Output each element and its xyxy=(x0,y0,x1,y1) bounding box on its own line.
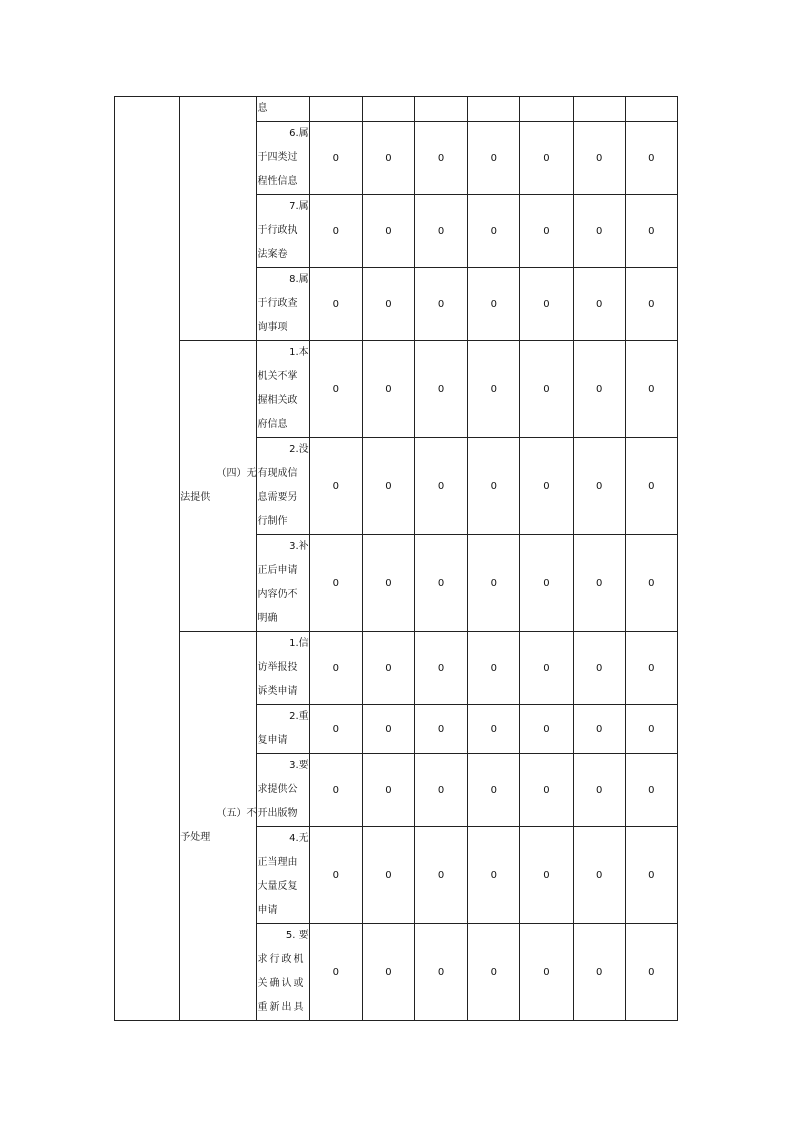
value-cell: 0 xyxy=(625,195,677,268)
row-label: 息 xyxy=(257,97,309,122)
value-cell: 0 xyxy=(415,535,468,632)
value-cell: 0 xyxy=(573,122,625,195)
value-cell: 0 xyxy=(573,632,625,705)
value-cell xyxy=(520,97,573,122)
value-cell: 0 xyxy=(309,754,362,827)
value-cell: 0 xyxy=(309,632,362,705)
row-label: 8.属 于行政查 询事项 xyxy=(257,268,309,341)
category-cell-unable-to-provide: （四）无 法提供 xyxy=(180,341,257,632)
value-cell xyxy=(468,97,520,122)
value-cell: 0 xyxy=(415,268,468,341)
category-cell-continued xyxy=(180,97,257,341)
value-cell: 0 xyxy=(625,268,677,341)
value-cell: 0 xyxy=(309,827,362,924)
value-cell xyxy=(415,97,468,122)
value-cell: 0 xyxy=(415,705,468,754)
value-cell: 0 xyxy=(309,924,362,1021)
value-cell: 0 xyxy=(468,195,520,268)
value-cell: 0 xyxy=(362,827,414,924)
table-row xyxy=(115,632,678,705)
value-cell: 0 xyxy=(362,705,414,754)
value-cell: 0 xyxy=(520,122,573,195)
value-cell: 0 xyxy=(573,268,625,341)
row-label: 3.补 正后申请 内容仍不 明确 xyxy=(257,535,309,632)
value-cell: 0 xyxy=(625,924,677,1021)
value-cell: 0 xyxy=(573,705,625,754)
value-cell: 0 xyxy=(520,754,573,827)
value-cell: 0 xyxy=(415,754,468,827)
value-cell: 0 xyxy=(625,632,677,705)
value-cell: 0 xyxy=(625,827,677,924)
value-cell: 0 xyxy=(362,535,414,632)
value-cell: 0 xyxy=(362,122,414,195)
value-cell: 0 xyxy=(468,827,520,924)
value-cell: 0 xyxy=(468,341,520,438)
value-cell: 0 xyxy=(625,705,677,754)
value-cell xyxy=(309,97,362,122)
value-cell: 0 xyxy=(468,535,520,632)
value-cell xyxy=(362,97,414,122)
value-cell: 0 xyxy=(625,341,677,438)
value-cell: 0 xyxy=(468,705,520,754)
value-cell: 0 xyxy=(625,122,677,195)
row-label: 2.没 有现成信 息需要另 行制作 xyxy=(257,438,309,535)
value-cell: 0 xyxy=(573,827,625,924)
value-cell: 0 xyxy=(520,535,573,632)
value-cell: 0 xyxy=(309,341,362,438)
value-cell: 0 xyxy=(625,754,677,827)
value-cell: 0 xyxy=(625,438,677,535)
value-cell: 0 xyxy=(468,268,520,341)
value-cell: 0 xyxy=(468,122,520,195)
value-cell: 0 xyxy=(415,924,468,1021)
value-cell: 0 xyxy=(573,535,625,632)
row-label: 3.要 求提供公 开出版物 xyxy=(257,754,309,827)
value-cell: 0 xyxy=(520,705,573,754)
value-cell: 0 xyxy=(415,122,468,195)
value-cell: 0 xyxy=(309,535,362,632)
value-cell: 0 xyxy=(415,632,468,705)
value-cell: 0 xyxy=(520,268,573,341)
value-cell: 0 xyxy=(415,195,468,268)
value-cell: 0 xyxy=(309,268,362,341)
value-cell: 0 xyxy=(468,754,520,827)
value-cell: 0 xyxy=(573,754,625,827)
value-cell: 0 xyxy=(468,924,520,1021)
row-label: 1.本 机关不掌 握相关政 府信息 xyxy=(257,341,309,438)
value-cell: 0 xyxy=(520,632,573,705)
value-cell xyxy=(573,97,625,122)
row-label: 7.属 于行政执 法案卷 xyxy=(257,195,309,268)
value-cell xyxy=(625,97,677,122)
value-cell: 0 xyxy=(362,268,414,341)
value-cell: 0 xyxy=(415,438,468,535)
row-label: 1.信 访举报投 诉类申请 xyxy=(257,632,309,705)
value-cell: 0 xyxy=(309,438,362,535)
outer-category-cell xyxy=(115,97,180,1021)
value-cell: 0 xyxy=(573,924,625,1021)
category-cell-not-processed: （五）不 予处理 xyxy=(180,632,257,1021)
row-label: 5. 要 求行政机 关确认或 重新出具 xyxy=(257,924,309,1021)
value-cell: 0 xyxy=(362,632,414,705)
value-cell: 0 xyxy=(520,438,573,535)
value-cell: 0 xyxy=(625,535,677,632)
value-cell: 0 xyxy=(362,341,414,438)
value-cell: 0 xyxy=(362,924,414,1021)
value-cell: 0 xyxy=(520,341,573,438)
value-cell: 0 xyxy=(362,754,414,827)
value-cell: 0 xyxy=(573,341,625,438)
value-cell: 0 xyxy=(362,195,414,268)
row-label: 4.无 正当理由 大量反复 申请 xyxy=(257,827,309,924)
value-cell: 0 xyxy=(468,632,520,705)
table-row xyxy=(115,341,678,438)
value-cell: 0 xyxy=(415,827,468,924)
value-cell: 0 xyxy=(520,195,573,268)
row-label: 2.重 复申请 xyxy=(257,705,309,754)
value-cell: 0 xyxy=(573,438,625,535)
value-cell: 0 xyxy=(362,438,414,535)
value-cell: 0 xyxy=(520,827,573,924)
value-cell: 0 xyxy=(309,122,362,195)
value-cell: 0 xyxy=(468,438,520,535)
value-cell: 0 xyxy=(520,924,573,1021)
value-cell: 0 xyxy=(309,195,362,268)
table-row xyxy=(115,97,678,122)
value-cell: 0 xyxy=(415,341,468,438)
row-label: 6.属 于四类过 程性信息 xyxy=(257,122,309,195)
statistics-table xyxy=(114,96,678,1021)
value-cell: 0 xyxy=(573,195,625,268)
value-cell: 0 xyxy=(309,705,362,754)
